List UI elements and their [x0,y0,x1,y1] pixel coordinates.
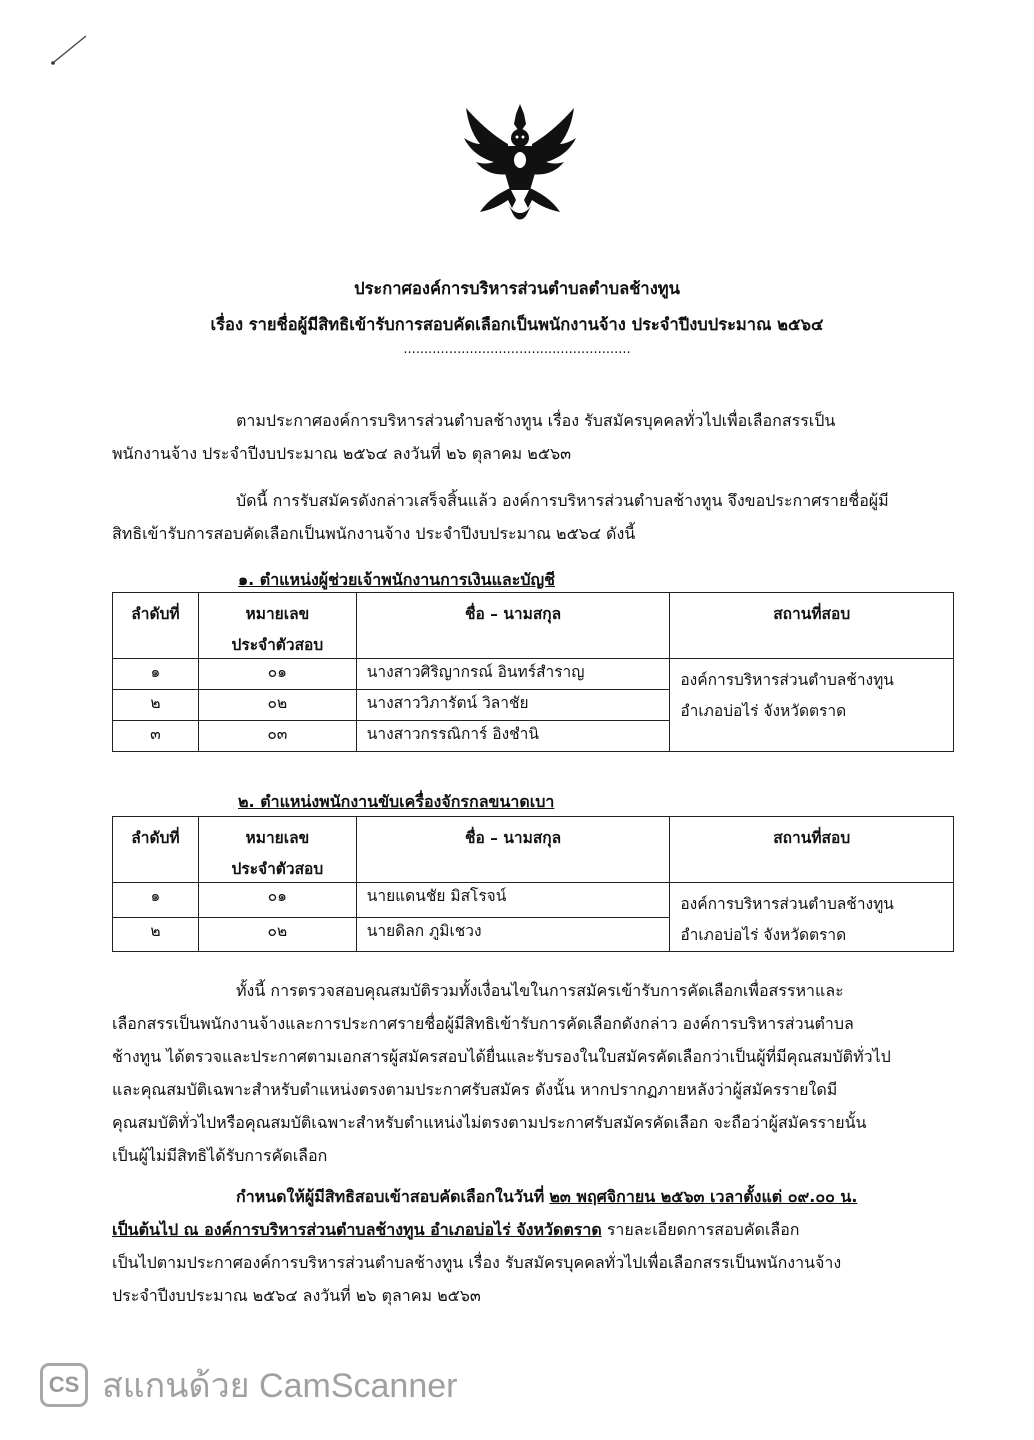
table-row [113,883,954,918]
table-row [113,659,954,690]
row-exam-id: ๐๑ [198,659,356,690]
exam-date-time: ๒๓ พฤศจิกายน ๒๕๖๓ เวลาตั้งแต่ ๐๙.๐๐ น. [549,1187,858,1206]
exam-venue: เป็นต้นไป ณ องค์การบริหารส่วนตำบลช้างทูน อำเภอบ่อไร่ จังหวัดตราด [112,1220,602,1239]
schedule-line-2 [112,1213,944,1246]
schedule-line-3: เป็นไปตามประกาศองค์การบริหารส่วนตำบลช้างทูน เรื่อง รับสมัครบุคคลทั่วไปเพื่อเลือกสรรเป็นพนักงานจ้าง [112,1253,842,1272]
col-header-exam-id-line-1: หมายเลข [245,605,310,623]
section-1-table [112,592,954,752]
exam-location-line-2: อำเภอบ่อไร่ จังหวัดตราด [680,702,847,720]
intro-paragraph-1 [112,404,944,470]
col-header-exam-id-line-1: หมายเลข [245,829,310,847]
intro-p1-line-1: ตามประกาศองค์การบริหารส่วนตำบลช้างทูน เรื่อง รับสมัครบุคคลทั่วไปเพื่อเลือกสรรเป็น [236,411,836,430]
row-no: ๒ [113,690,199,721]
camscanner-watermark [40,1358,457,1412]
schedule-line-1-text: กำหนดให้ผู้มีสิทธิสอบเข้าสอบคัดเลือกในวันที่ [236,1187,545,1206]
conditions-line-4: และคุณสมบัติเฉพาะสำหรับตำแหน่งตรงตามประกาศรับสมัคร ดังนั้น หากปรากฏภายหลังว่าผู้สมัครรายใดมี [112,1080,838,1099]
row-no: ๓ [113,721,199,752]
col-header-exam-id [198,593,356,659]
row-no: ๒ [113,917,199,952]
row-no: ๑ [113,659,199,690]
conditions-paragraph [112,974,944,1172]
section-2-table [112,816,954,952]
exam-location-line-2: อำเภอบ่อไร่ จังหวัดตราด [680,926,847,944]
row-name: นางสาววิภารัตน์ วิลาชัย [356,690,670,721]
row-name: นางสาวศิริญากรณ์ อินทร์สำราญ [356,659,670,690]
row-name: นางสาวกรรณิการ์ อิงชำนิ [356,721,670,752]
col-header-exam-id-line-2: ประจำตัวสอบ [231,636,324,654]
conditions-line-5: คุณสมบัติทั่วไปหรือคุณสมบัติเฉพาะสำหรับตำแหน่งไม่ตรงตามประกาศรับสมัครคัดเลือก จะถือว่าผู้สมัครรายนั้น [112,1113,867,1132]
exam-location-line-1: องค์การบริหารส่วนตำบลช้างทูน [680,895,894,913]
table-header-row [113,593,954,659]
col-header-exam-id-line-2: ประจำตัวสอบ [231,860,324,878]
exam-location [670,883,954,952]
conditions-line-3: ช้างทูน ได้ตรวจและประกาศตามเอกสารผู้สมัครสอบได้ยื่นและรับรองในใบสมัครคัดเลือกว่าเป็นผู้ที่มีคุณสมบัติทั่วไป [112,1047,891,1066]
table-header-row [113,817,954,883]
title-divider: ....................................................... [403,342,631,357]
section-1-heading: ๑. ตำแหน่งผู้ช่วยเจ้าพนักงานการเงินและบัญชี [238,570,555,589]
row-no: ๑ [113,883,199,918]
camscanner-logo-icon: CS [40,1363,88,1407]
col-header-exam-id [198,817,356,883]
col-header-place: สถานที่สอบ [670,593,954,659]
col-header-no: ลำดับที่ [113,817,199,883]
intro-p2-line-1: บัดนี้ การรับสมัครดังกล่าวเสร็จสิ้นแล้ว องค์การบริหารส่วนตำบลช้างทูน จึงขอประกาศรายชื่อผู้มี [236,491,889,510]
conditions-line-6: เป็นผู้ไม่มีสิทธิได้รับการคัดเลือก [112,1146,328,1165]
intro-p2-line-2: สิทธิเข้ารับการสอบคัดเลือกเป็นพนักงานจ้าง ประจำปีงบประมาณ ๒๕๖๔ ดังนี้ [112,524,636,543]
row-exam-id: ๐๓ [198,721,356,752]
announcement-title: ประกาศองค์การบริหารส่วนตำบลตำบลช้างทูน [354,279,680,298]
camscanner-watermark-text: สแกนด้วย CamScanner [102,1367,458,1405]
conditions-line-2: เลือกสรรเป็นพนักงานจ้างและการประกาศรายชื่อผู้มีสิทธิเข้ารับการคัดเลือกดังกล่าว องค์การบริหารส่วนตำบล [112,1014,854,1033]
schedule-line-4: ประจำปีงบประมาณ ๒๕๖๔ ลงวันที่ ๒๖ ตุลาคม ๒๕๖๓ [112,1286,481,1305]
row-exam-id: ๐๒ [198,917,356,952]
row-exam-id: ๐๒ [198,690,356,721]
schedule-line-2-rest: รายละเอียดการสอบคัดเลือก [601,1220,800,1239]
col-header-place: สถานที่สอบ [670,817,954,883]
col-header-name: ชื่อ – นามสกุล [356,817,670,883]
pen-stroke-mark [48,34,88,68]
schedule-paragraph [112,1180,944,1312]
section-2-heading: ๒. ตำแหน่งพนักงานขับเครื่องจักรกลขนาดเบา [238,792,555,811]
announcement-subject: เรื่อง รายชื่อผู้มีสิทธิเข้ารับการสอบคัดเลือกเป็นพนักงานจ้าง ประจำปีงบประมาณ ๒๕๖๔ [210,315,824,334]
col-header-no: ลำดับที่ [113,593,199,659]
intro-paragraph-2 [112,484,944,550]
schedule-line-1 [112,1180,944,1213]
col-header-name: ชื่อ – นามสกุล [356,593,670,659]
garuda-emblem [458,100,582,228]
exam-location [670,659,954,752]
intro-p1-line-2: พนักงานจ้าง ประจำปีงบประมาณ ๒๕๖๔ ลงวันที่ ๒๖ ตุลาคม ๒๕๖๓ [112,444,572,463]
exam-location-line-1: องค์การบริหารส่วนตำบลช้างทูน [680,671,894,689]
row-name: นายดิลก ภูมิเชวง [356,917,670,952]
row-name: นายแดนชัย มิสโรจน์ [356,883,670,918]
conditions-line-1: ทั้งนี้ การตรวจสอบคุณสมบัติรวมทั้งเงื่อนไขในการสมัครเข้ารับการคัดเลือกเพื่อสรรหาและ [236,981,844,1000]
row-exam-id: ๐๑ [198,883,356,918]
